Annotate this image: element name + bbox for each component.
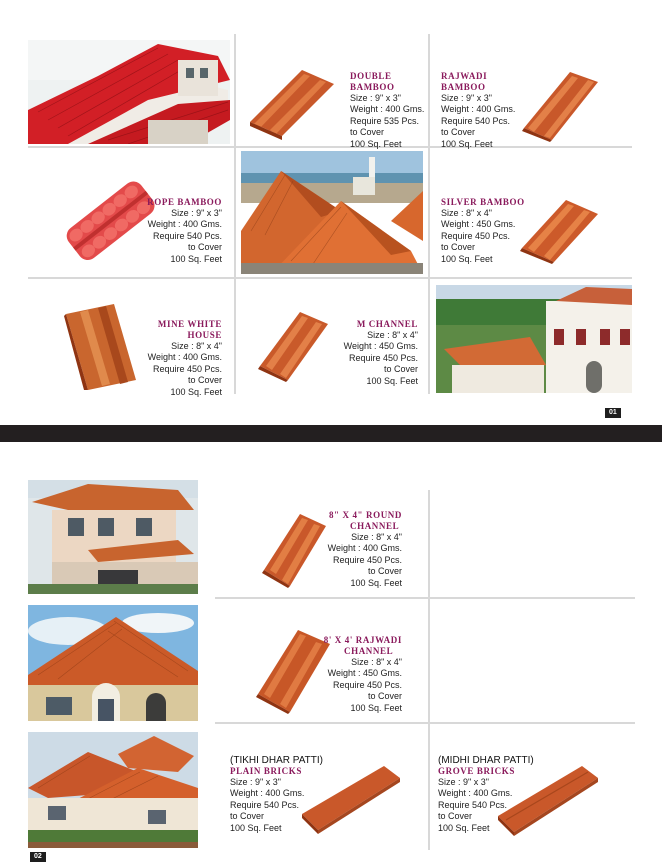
roof-tile-double-bamboo-image xyxy=(246,66,338,140)
product-spec: 100 Sq. Feet xyxy=(441,138,493,149)
photo-pyramid-roofs xyxy=(241,151,423,274)
product-spec: Weight : 400 Gms. xyxy=(350,104,425,115)
grid-divider xyxy=(28,277,632,279)
product-spec: 100 Sq. Feet xyxy=(441,253,493,264)
grid-divider xyxy=(215,597,635,599)
roof-tile-m-channel-image xyxy=(258,310,330,382)
catalog-page-1 xyxy=(0,0,662,425)
product-hint: (MIDHI DHAR PATTI) xyxy=(438,755,534,766)
product-hint: (TIKHI DHAR PATTI) xyxy=(230,755,323,766)
roof-tile-silver-bamboo-image xyxy=(520,198,600,264)
product-spec: Size : 8" x 4" xyxy=(367,330,418,340)
product-spec: 100 Sq. Feet xyxy=(170,253,222,264)
product-spec: Require 450 Pcs. xyxy=(441,230,511,241)
catalog-page-2 xyxy=(0,442,662,864)
photo-red-roof-house xyxy=(28,40,230,144)
product-spec: 100 Sq. Feet xyxy=(438,822,490,833)
product-spec: Require 535 Pcs. xyxy=(350,115,420,126)
product-name: M CHANNEL xyxy=(356,319,418,329)
product-spec: Weight : 400 Gms. xyxy=(230,788,305,799)
product-spec: Size : 9" x 3" xyxy=(441,93,492,103)
product-name: CHANNEL xyxy=(344,646,394,656)
roof-tile-mine-white-house-image xyxy=(64,304,138,390)
product-spec: Require 540 Pcs. xyxy=(438,799,508,810)
product-spec: Require 540 Pcs. xyxy=(230,799,300,810)
grid-divider xyxy=(234,34,236,394)
product-spec: to Cover xyxy=(230,811,265,822)
page-number: 01 xyxy=(605,408,621,418)
product-spec: Require 450 Pcs. xyxy=(152,363,222,374)
product-spec: Require 450 Pcs. xyxy=(332,554,402,565)
product-spec: to Cover xyxy=(350,127,385,138)
page-separator-band xyxy=(0,425,662,442)
product-spec: 100 Sq. Feet xyxy=(350,138,402,149)
product-spec: to Cover xyxy=(187,375,222,386)
product-spec: 100 Sq. Feet xyxy=(366,375,418,386)
product-spec: to Cover xyxy=(367,691,402,702)
product-name: ROPE BAMBOO xyxy=(147,197,222,207)
product-name: RAJWADI BAMBOO xyxy=(441,71,488,92)
photo-two-storey-house xyxy=(28,480,198,594)
product-spec: Weight : 400 Gms. xyxy=(327,543,402,554)
product-spec: Size : 9" x 3" xyxy=(171,208,222,218)
product-name: GROVE BRICKS xyxy=(438,766,515,776)
grid-divider xyxy=(428,490,430,850)
product-name: SILVER BAMBOO xyxy=(441,197,525,207)
product-spec: 100 Sq. Feet xyxy=(350,702,402,713)
product-spec: Weight : 400 Gms. xyxy=(441,104,516,115)
product-spec: Size : 8" x 4" xyxy=(351,657,402,667)
product-spec: Weight : 400 Gms. xyxy=(147,219,222,230)
product-name: 8' X 4' RAJWADI xyxy=(323,635,402,645)
product-spec: to Cover xyxy=(438,811,473,822)
product-spec: Size : 8" x 4" xyxy=(351,532,402,542)
product-spec: Require 540 Pcs. xyxy=(441,115,511,126)
grid-divider xyxy=(215,722,635,724)
page-number: 02 xyxy=(30,852,46,862)
product-name: CHANNEL xyxy=(350,521,400,531)
product-spec: to Cover xyxy=(187,242,222,253)
product-spec: 100 Sq. Feet xyxy=(170,386,222,397)
product-name: PLAIN BRICKS xyxy=(230,766,302,776)
product-spec: 100 Sq. Feet xyxy=(350,577,402,588)
plain-brick-image xyxy=(300,762,402,834)
product-name: MINE WHITE HOUSE xyxy=(157,319,222,340)
product-spec: to Cover xyxy=(441,242,476,253)
product-spec: Require 540 Pcs. xyxy=(152,230,222,241)
roof-tile-rajwadi-bamboo-image xyxy=(522,68,602,142)
product-spec: Weight : 450 Gms. xyxy=(441,219,516,230)
photo-arched-villa xyxy=(28,605,198,721)
product-spec: Size : 9" x 3" xyxy=(350,93,401,103)
product-spec: Size : 9" x 3" xyxy=(230,777,281,787)
product-spec: Weight : 450 Gms. xyxy=(343,341,418,352)
grid-divider xyxy=(28,146,632,148)
product-spec: Size : 8" x 4" xyxy=(171,341,222,351)
photo-white-villa xyxy=(436,285,632,393)
grove-brick-image xyxy=(496,762,600,836)
product-spec: Size : 9" x 3" xyxy=(438,777,489,787)
product-name: 8" X 4" ROUND xyxy=(328,510,402,520)
product-spec: 100 Sq. Feet xyxy=(230,822,282,833)
photo-red-roofs-garden xyxy=(28,732,198,848)
product-spec: to Cover xyxy=(441,127,476,138)
product-spec: Weight : 400 Gms. xyxy=(438,788,513,799)
product-spec: Size : 8" x 4" xyxy=(441,208,492,218)
product-spec: Weight : 450 Gms. xyxy=(327,668,402,679)
product-spec: Require 450 Pcs. xyxy=(332,679,402,690)
product-spec: Require 450 Pcs. xyxy=(348,352,418,363)
product-spec: to Cover xyxy=(367,566,402,577)
product-spec: Weight : 400 Gms. xyxy=(147,352,222,363)
product-spec: to Cover xyxy=(383,364,418,375)
product-name: DOUBLE BAMBOO xyxy=(350,71,395,92)
